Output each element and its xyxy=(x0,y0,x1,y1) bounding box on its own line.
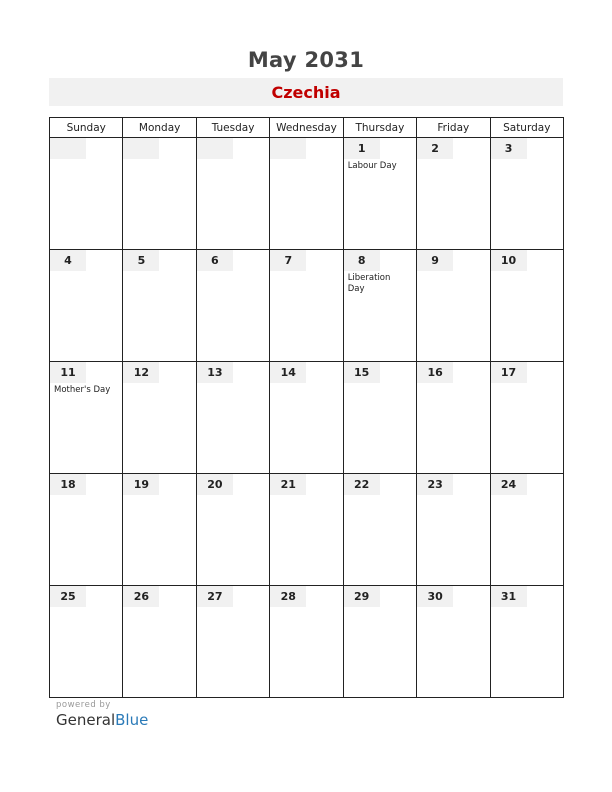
day-cell xyxy=(196,250,269,362)
weekday-header: Friday xyxy=(417,118,490,138)
day-number: 31 xyxy=(491,586,527,607)
country-banner xyxy=(49,78,563,106)
day-cell xyxy=(490,474,563,586)
day-number: 2 xyxy=(417,138,453,159)
weekday-header: Saturday xyxy=(490,118,563,138)
empty-day-marker xyxy=(50,138,86,159)
day-number: 15 xyxy=(344,362,380,383)
day-number: 1 xyxy=(344,138,380,159)
day-number: 26 xyxy=(123,586,159,607)
empty-day-marker xyxy=(123,138,159,159)
day-cell xyxy=(490,138,563,250)
empty-day-marker xyxy=(270,138,306,159)
day-number: 22 xyxy=(344,474,380,495)
empty-day-cell xyxy=(123,138,196,250)
day-cell xyxy=(417,586,490,698)
day-number: 20 xyxy=(197,474,233,495)
powered-by-text: powered by xyxy=(56,700,111,710)
day-number: 30 xyxy=(417,586,453,607)
week-row xyxy=(50,138,564,250)
brand-logo[interactable] xyxy=(56,711,148,729)
empty-day-cell xyxy=(196,138,269,250)
day-cell xyxy=(270,474,343,586)
day-number: 28 xyxy=(270,586,306,607)
day-cell xyxy=(417,138,490,250)
day-number: 4 xyxy=(50,250,86,271)
day-number: 19 xyxy=(123,474,159,495)
day-number: 21 xyxy=(270,474,306,495)
day-number: 27 xyxy=(197,586,233,607)
day-cell xyxy=(50,362,123,474)
weekday-header: Wednesday xyxy=(270,118,343,138)
brand-general: General xyxy=(56,711,116,729)
day-number: 8 xyxy=(344,250,380,271)
week-row xyxy=(50,362,564,474)
day-number: 24 xyxy=(491,474,527,495)
day-number: 3 xyxy=(491,138,527,159)
brand-blue: Blue xyxy=(115,711,149,729)
day-cell xyxy=(196,586,269,698)
day-number: 25 xyxy=(50,586,86,607)
day-cell xyxy=(270,250,343,362)
day-cell xyxy=(490,586,563,698)
weekday-header: Monday xyxy=(123,118,196,138)
weekday-header: Sunday xyxy=(50,118,123,138)
day-cell xyxy=(123,586,196,698)
day-cell xyxy=(123,362,196,474)
day-cell xyxy=(490,250,563,362)
day-cell xyxy=(50,474,123,586)
empty-day-marker xyxy=(197,138,233,159)
day-number: 7 xyxy=(270,250,306,271)
day-cell xyxy=(343,586,416,698)
calendar-grid xyxy=(49,117,564,698)
holiday-label: Labour Day xyxy=(347,161,397,171)
day-number: 18 xyxy=(50,474,86,495)
day-number: 5 xyxy=(123,250,159,271)
footer xyxy=(56,700,148,729)
day-cell xyxy=(196,474,269,586)
day-cell xyxy=(343,362,416,474)
holiday-label: Mother's Day xyxy=(54,385,111,395)
day-cell xyxy=(417,474,490,586)
day-cell xyxy=(417,362,490,474)
day-cell xyxy=(50,586,123,698)
day-cell xyxy=(417,250,490,362)
day-number: 14 xyxy=(270,362,306,383)
weekday-header: Thursday xyxy=(343,118,416,138)
day-number: 17 xyxy=(491,362,527,383)
day-number: 29 xyxy=(344,586,380,607)
day-cell xyxy=(270,362,343,474)
empty-day-cell xyxy=(50,138,123,250)
week-row xyxy=(50,250,564,362)
day-cell xyxy=(123,474,196,586)
day-cell xyxy=(343,474,416,586)
day-number: 16 xyxy=(417,362,453,383)
day-cell xyxy=(343,138,416,250)
day-cell xyxy=(50,250,123,362)
week-row xyxy=(50,474,564,586)
day-number: 13 xyxy=(197,362,233,383)
weekday-header-row xyxy=(50,118,564,138)
calendar-body xyxy=(50,138,564,698)
day-number: 9 xyxy=(417,250,453,271)
holiday-label: Liberation Day xyxy=(347,273,391,294)
weekday-header: Tuesday xyxy=(196,118,269,138)
day-number: 23 xyxy=(417,474,453,495)
day-number: 6 xyxy=(197,250,233,271)
day-number: 11 xyxy=(50,362,86,383)
day-cell xyxy=(123,250,196,362)
day-cell xyxy=(490,362,563,474)
calendar-title: May 2031 xyxy=(247,48,365,72)
country-name: Czechia xyxy=(271,82,341,102)
day-cell xyxy=(270,586,343,698)
week-row xyxy=(50,586,564,698)
day-number: 12 xyxy=(123,362,159,383)
empty-day-cell xyxy=(270,138,343,250)
day-number: 10 xyxy=(491,250,527,271)
day-cell xyxy=(196,362,269,474)
day-cell xyxy=(343,250,416,362)
